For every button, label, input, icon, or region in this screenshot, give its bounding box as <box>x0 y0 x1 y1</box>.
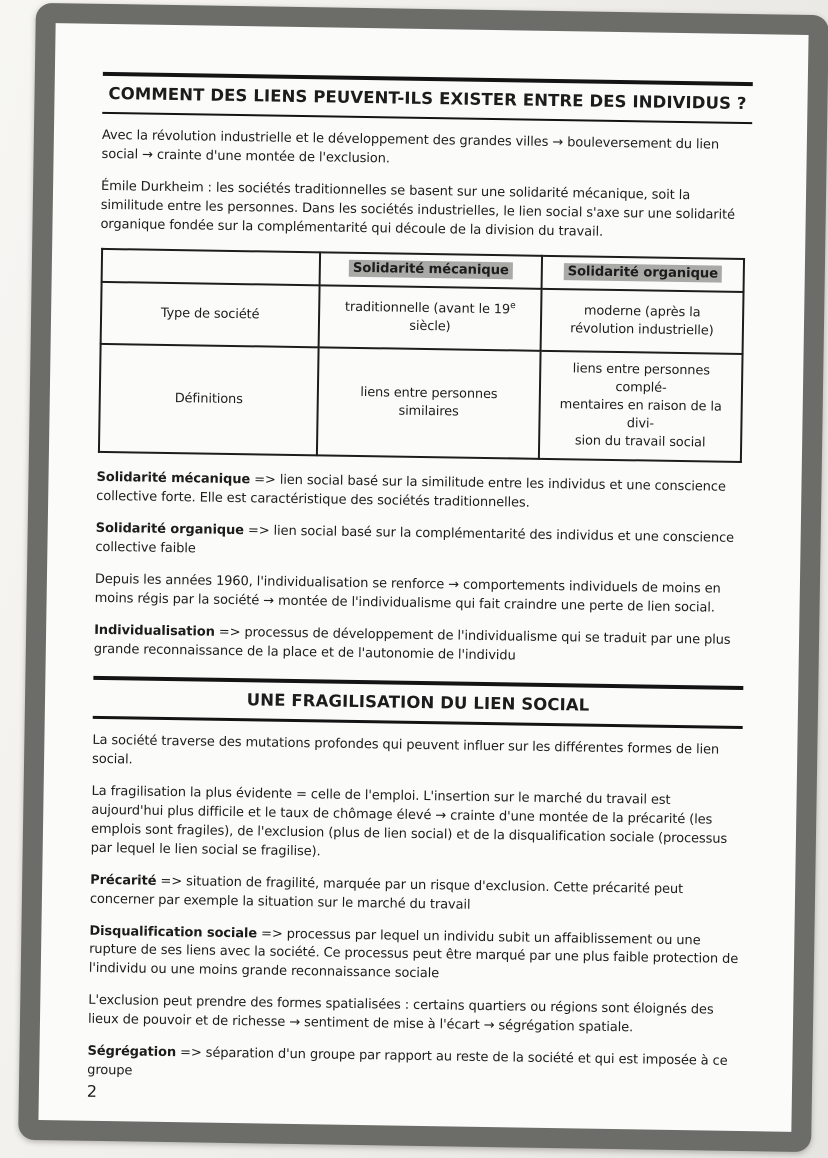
cell-type-mecanique-text-end: siècle) <box>409 318 451 335</box>
table-row-type-de-societe <box>101 282 744 354</box>
highlighted-header-mecanique: Solidarité mécanique <box>349 260 513 280</box>
definition-individualisation <box>94 622 745 670</box>
cell-def-mecanique: liens entre personnes similaires <box>317 347 541 459</box>
section2-paragraph-1: La société traverse des mutations profondes qui peuvent influer sur les différentes formes de lien social. <box>91 732 720 768</box>
cell-def-organique-line3: sion du travail social <box>574 433 706 451</box>
table-header-organique <box>542 256 744 292</box>
section2-paragraph-3: L'exclusion peut prendre des formes spatialisées : certains quartiers ou régions sont éloignés des lieux de pouvoir et de richesse → sentiment de mise à l'écart → ségrégation spatiale. <box>87 993 714 1036</box>
definition-precarite-text: => situation de fragilité, marquée par un risque d'exclusion. Cette précarité peut concerner par exemple la situation sur le marché du travail <box>89 873 684 913</box>
page-number: 2 <box>86 1081 98 1101</box>
section1-paragraph-2: Émile Durkheim : les sociétés traditionnelles se basent sur une solidarité mécanique, soit la similitude entre les personnes. Dans les sociétés industrielles, le lien social s'axe sur une solidarité organique fondée sur la complémentarité qui découle de la division du travail. <box>100 178 736 240</box>
cell-def-organique <box>539 351 743 462</box>
definition-individualisation-text: => processus de développement de l'individualisme qui se traduit par une plus grande reconnaissance de la place et de l'autonomie de l'individu <box>93 624 731 664</box>
term-precarite: Précarité <box>90 872 157 889</box>
row-label-type-de-societe: Type de société <box>101 282 320 348</box>
cell-type-mecanique-text: traditionnelle (avant le 19 <box>344 299 511 318</box>
section1-title: COMMENT DES LIENS PEUVENT-ILS EXISTER ENTRE DES INDIVIDUS ? <box>102 72 753 124</box>
highlighted-header-organique: Solidarité organique <box>563 264 722 283</box>
term-solidarite-mecanique: Solidarité mécanique <box>96 470 251 488</box>
term-segregation: Ségrégation <box>87 1044 177 1061</box>
cell-def-organique-line2: mentaires en raison de la divi- <box>559 397 722 432</box>
section1-paragraph-1: Avec la révolution industrielle et le développement des grandes villes → bouleversement du lien social → crainte d'une montée de l'exclusion. <box>101 127 720 167</box>
table-header-mecanique <box>320 253 542 289</box>
definition-disqualification-sociale <box>89 922 740 989</box>
cell-type-mecanique <box>319 285 542 351</box>
cell-def-organique-line1: liens entre personnes complé- <box>572 361 710 396</box>
definition-precarite <box>90 871 741 919</box>
definition-segregation-text: => séparation d'un groupe par rapport au reste de la société et qui est imposée à ce groupe <box>87 1045 728 1079</box>
table-row-definitions <box>99 344 743 462</box>
definition-solidarite-mecanique <box>96 469 747 517</box>
term-disqualification-sociale: Disqualification sociale <box>89 923 258 941</box>
definition-solidarite-organique <box>95 520 746 568</box>
solidarity-comparison-table <box>98 248 745 463</box>
definition-disqualification-text: => processus par lequel un individu subit un affaiblissement ou une rupture de ses liens avec la société. Ce processus peut être marqué par une plus faible protection de l'individu ou une moins grande reconnaissance sociale <box>88 925 739 982</box>
section1-paragraph-3: Depuis les années 1960, l'individualisation se renforce → comportements individuels de moins en moins régis par la société → montée de l'individualisme qui fait craindre une perte de lien social. <box>94 572 721 616</box>
table-header-empty-cell <box>102 249 320 285</box>
paper-sheet <box>18 3 828 1152</box>
superscript-e: e <box>510 300 516 312</box>
definition-solidarite-organique-text: => lien social basé sur la complémentarité des individus et une conscience collective faible <box>95 523 735 557</box>
section2-title: UNE FRAGILISATION DU LIEN SOCIAL <box>93 676 744 729</box>
section2-paragraph-2: La fragilisation la plus évidente = celle de l'emploi. L'insertion sur le marché du travail est aujourd'hui plus difficile et le taux de chômage élevé → crainte d'une montée de la précarité (les emplois sont fragiles), de l'exclusion (plus de lien social) et de la disqualification sociale (processus par lequel le lien social se fragilise). <box>90 783 728 860</box>
document-content <box>87 72 753 1091</box>
definition-solidarite-mecanique-text: => lien social basé sur la similitude entre les individus et une conscience collective forte. Elle est caractéristique des sociétés traditionnelles. <box>96 472 726 512</box>
term-solidarite-organique: Solidarité organique <box>95 521 245 539</box>
term-individualisation: Individualisation <box>94 623 215 640</box>
row-label-definitions: Définitions <box>99 344 319 456</box>
cell-type-organique: moderne (après la révolution industrielle) <box>541 289 744 354</box>
definition-segregation <box>87 1043 738 1091</box>
